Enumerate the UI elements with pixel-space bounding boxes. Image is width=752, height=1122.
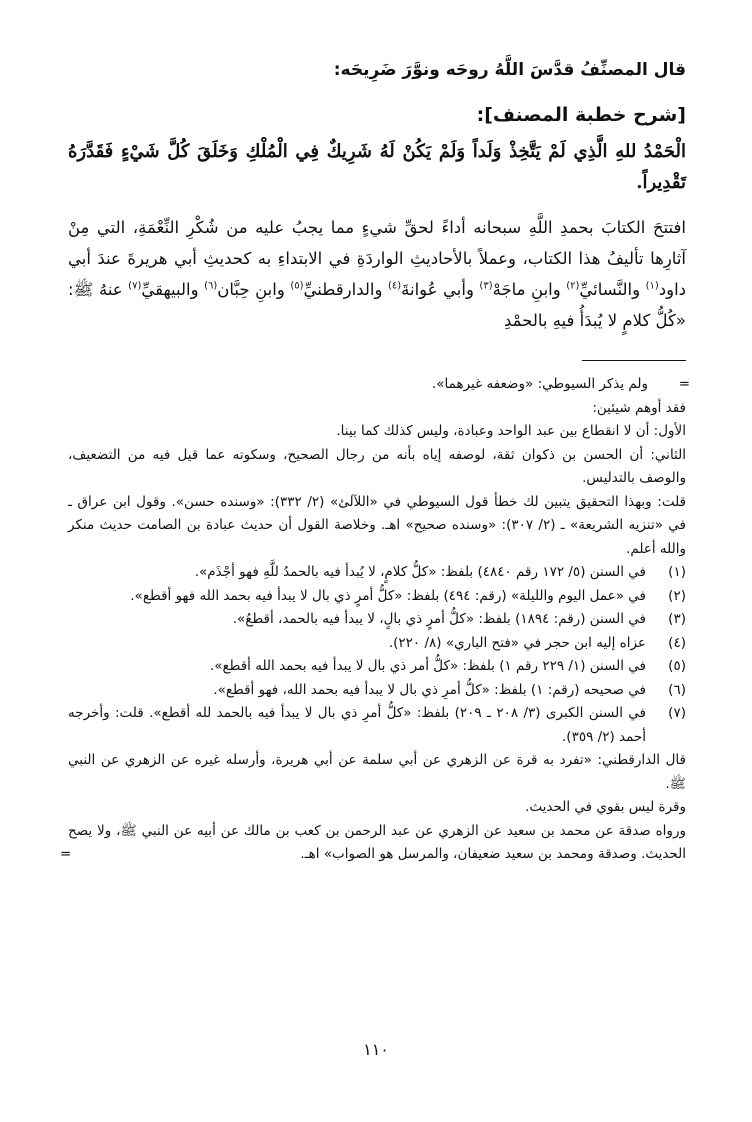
footnote-line: قال الدارقطني: «تفرد به قرة عن الزهري عن أبي سلمة عن أبي هريرة، وأرسله غيره عن الزهري عن النبي ﷺ. [68, 752, 686, 792]
footnote-text: في السنن (١/ ٢٢٩ رقم ١) بلفظ: «كلُّ أمر ذي بال لا يبدأ فيه بحمد الله أقطع». [209, 658, 646, 674]
footnote-ref-6[interactable]: (٦) [204, 280, 218, 292]
footnote-text: عزاه إليه ابن حجر في «فتح الباري» (٨/ ٢٢٠). [388, 634, 646, 651]
paragraph-text: والنَّسائيِّ [579, 280, 646, 299]
footnote-number: (١) [668, 564, 686, 580]
footnote-last-line [60, 820, 686, 867]
footnote-text: في السنن (٥/ ١٧٢ رقم ٤٨٤٠) بلفظ: «كلُّ كلامٍ، لا يُبدأ فيه بالحمدُ للَّهِ فهو أجْذَم». [194, 564, 646, 580]
footnote-5 [68, 655, 686, 679]
footnote-1 [68, 561, 686, 585]
footnote-text: في صحيحه (رقم: ١) بلفظ: «كلُّ أمرِ ذي بال لا يبدأ فيه بحمد الله، فهو أقطع». [213, 681, 646, 698]
paragraph-text: والبيهقيِّ [141, 280, 205, 299]
paragraph-text: وابنِ حِبَّان [217, 280, 291, 299]
paragraph-text: والدارقطنيِّ [303, 280, 388, 299]
footnote-text: في السنن (رقم: ١٨٩٤) بلفظ: «كلُّ أمرٍ ذي بالٍ، لا يبدأ فيه بالحمد، أقطعُ». [232, 611, 646, 627]
footnote-ref-4[interactable]: (٤) [387, 280, 402, 292]
footnote-number: (٥) [668, 658, 686, 674]
footnote-ref-3[interactable]: (٣) [479, 280, 493, 292]
paragraph-text: وابنِ ماجَهْ [492, 280, 567, 299]
footnote-3 [68, 608, 686, 632]
footnote-ref-2[interactable]: (٢) [566, 280, 580, 292]
footnote-line: الأول: أن لا انقطاع بين عبد الواحد وعبادة، وليس كذلك كما بينا. [336, 423, 686, 439]
footnote-number: (٤) [668, 634, 686, 651]
footnote-4 [68, 632, 686, 656]
footnote-2 [68, 585, 686, 609]
continuation-mark: = [678, 376, 690, 392]
footnote-6 [68, 679, 686, 703]
footnote-number: (٣) [668, 611, 686, 627]
footnote-text: في «عمل اليوم والليلة» (رقم: ٤٩٤) بلفظ: «كلُّ أمرٍ ذي بال لا يبدأ فيه بحمد الله فهو أقطع». [130, 587, 646, 604]
footnote-separator [582, 360, 686, 361]
footnote-number: (٦) [668, 681, 686, 698]
footnote-number: (٢) [668, 587, 686, 604]
opening-verse: الْحَمْدُ للهِ الَّذِي لَمْ يَتَّخِذْ وَلَداً وَلَمْ يَكُنْ لَهُ شَرِيكٌ فِي الْمُلْكِ وَخَلَقَ كُلَّ شَيْءٍ فَقَدَّرَهُ تَقْدِيراً. [68, 141, 686, 193]
paragraph-text: عنهُ ﷺ: «كُلُّ كلامٍ لا يُبدَأُ فيهِ بالحمْدِ [68, 280, 686, 330]
page-number: ١١٠ [363, 1040, 389, 1059]
intro-line: قال المصنِّفُ قدَّسَ اللَّهُ روحَه ونوَّرَ ضَرِيحَه: [333, 60, 686, 80]
footnote-number: (٧) [668, 705, 686, 721]
footnote-text: في السنن الكبرى (٣/ ٢٠٨ ـ ٢٠٩) بلفظ: «كلُّ أمرِ ذي بال لا يبدأ فيه بالحمد لله أقطع». قلت: وأخرجه أحمد (٢/ ٣٥٩). [68, 705, 647, 745]
footnotes [60, 373, 690, 867]
continuation-end-mark: = [60, 846, 72, 862]
footnote-line: وقرة ليس بقوي في الحديث. [525, 799, 686, 815]
paragraph-text: وأبي عُوانةَ [401, 280, 480, 299]
footnote-7 [68, 702, 686, 749]
main-paragraph [68, 212, 686, 336]
footnote-line: فقد أوهم شيئين: [592, 399, 686, 416]
section-heading: [شرح خطبة المصنف]: [476, 104, 686, 126]
footnote-continuation [68, 373, 690, 397]
footnote-line: الثاني: أن الحسن بن ذكوان ثقة، لوصفه إياه بأنه من رجال الصحيح، وسكوته عما قيل فيه من التضعيف، والوصف بالتدليس. [68, 446, 686, 486]
footnote-continuation-body [68, 397, 686, 562]
footnote-ref-7[interactable]: (٧) [128, 280, 142, 292]
footnote-ref-5[interactable]: (٥) [290, 280, 304, 292]
footnote-line: ولم يذكر السيوطي: «وضعفه غيرهما». [432, 376, 648, 392]
paragraph-text: افتتحَ الكتابَ بحمدِ اللَّهِ سبحانه أداءً لحقِّ شيءٍ مما يجبُ عليه من شُكْرِ النِّعْمَةِ، التي مِنْ آثارِها تأليفُ هذا الكتاب، وعملاً بالأحاديثِ الواردَةِ في الابتداءِ به كحديثِ أبي هريرةَ عندَ أبي داود [68, 218, 686, 299]
footnote-ref-1[interactable]: (١) [645, 280, 659, 292]
page-content [60, 56, 690, 867]
footnote-line: ورواه صدقة عن محمد بن سعيد عن الزهري عن عبد الرحمن بن كعب بن مالك عن أبيه عن النبي ﷺ، ولا يصح الحديث. وصدقة ومحمد بن سعيد ضعيفان، والمرسل هو الصواب» اهـ. [68, 822, 686, 862]
footnote-line: قلت: وبهذا التحقيق يتبين لك خطأ قول السيوطي في «اللآلئ» (٢/ ٣٣٢): «وسنده حسن». وقول ابن عراق ـ في «تنزيه الشريعة» ـ (٢/ ٣٠٧): «وسنده صحيح» اهـ. وخلاصة القول أن حديث عبادة بن الصامت حديث منكر والله أعلم. [68, 493, 686, 557]
